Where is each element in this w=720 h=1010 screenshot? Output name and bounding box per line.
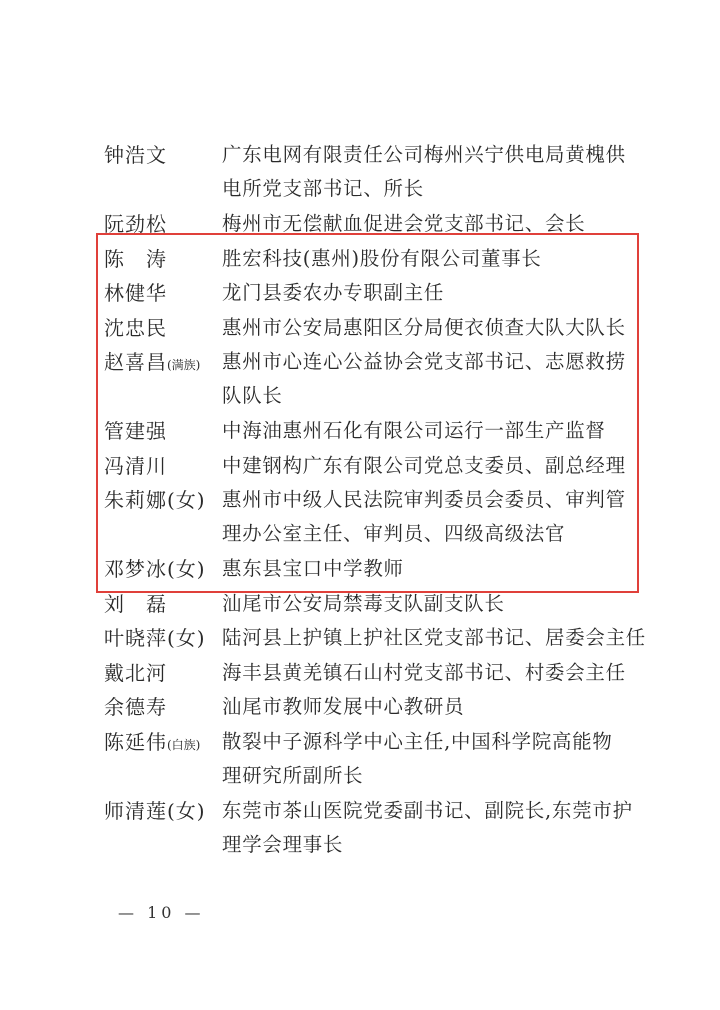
person-role (222, 621, 647, 655)
person-name (104, 621, 206, 655)
role-line: 海丰县黄羌镇石山村党支部书记、村委会主任 (222, 660, 626, 684)
person-role (222, 311, 632, 345)
person-name-text: 叶晓萍(女) (104, 626, 206, 650)
person-name (104, 690, 167, 724)
role-line: 理学会理事长 (222, 832, 344, 856)
person-name (104, 242, 167, 276)
role-line: 理研究所副所长 (222, 763, 364, 787)
person-name-text: 师清莲(女) (104, 798, 206, 823)
person-name (104, 725, 200, 762)
person-role (222, 587, 632, 621)
role-line: 惠东县宝口中学教师 (222, 557, 404, 580)
person-name (104, 656, 167, 690)
person-name-text: 朱莉娜(女) (104, 488, 206, 512)
person-role (222, 276, 632, 310)
role-line: 龙门县委农办专职副主任 (222, 281, 445, 304)
person-name-text: 戴北河 (104, 660, 167, 685)
role-line: 胜宏科技(惠州)股份有限公司董事长 (222, 246, 542, 270)
person-role (222, 725, 632, 793)
person-role (222, 138, 632, 206)
role-line: 散裂中子源科学中心主任,中国科学院高能物 (222, 729, 613, 753)
role-line: 理办公室主任、审判员、四级高级法官 (222, 522, 566, 545)
person-name (104, 276, 167, 310)
role-line: 惠州市公安局惠阳区分局便衣侦查大队大队长 (222, 315, 626, 339)
page-number: — 10 — (118, 903, 205, 922)
person-name-text: 阮劲松 (104, 212, 167, 236)
person-role (222, 207, 632, 241)
person-name-text: 冯清川 (104, 453, 167, 478)
person-role (222, 794, 632, 862)
role-line: 东莞市茶山医院党委副书记、副院长,东莞市护 (222, 798, 633, 822)
person-name (104, 207, 167, 241)
person-role (222, 690, 632, 724)
role-line: 梅州市无偿献血促进会党支部书记、会长 (222, 212, 586, 235)
role-line: 队队长 (222, 384, 283, 407)
person-name (104, 414, 167, 448)
person-name (104, 345, 200, 382)
person-role (222, 345, 632, 413)
person-name (104, 552, 206, 586)
role-line: 中海油惠州石化有限公司运行一部生产监督 (222, 419, 606, 442)
role-line: 中建钢构广东有限公司党总支委员、副总经理 (222, 453, 626, 477)
person-name (104, 483, 206, 517)
person-name-text: 邓梦冰(女) (104, 557, 206, 581)
person-name-text: 钟浩文 (104, 143, 167, 167)
person-role (222, 414, 632, 448)
person-name (104, 449, 167, 483)
person-name-text: 沈忠民 (104, 315, 167, 340)
person-name-text: 陈 涛 (104, 246, 167, 271)
role-line: 汕尾市教师发展中心教研员 (222, 695, 465, 718)
person-name-text: 陈延伟 (104, 729, 167, 754)
ethnicity-note: (满族) (167, 358, 201, 372)
person-role (222, 449, 632, 483)
role-line: 惠州市心连心公益协会党支部书记、志愿救捞 (222, 350, 626, 373)
person-name (104, 138, 167, 172)
person-name-text: 赵喜昌 (104, 350, 167, 374)
role-line: 汕尾市公安局禁毒支队副支队长 (222, 591, 505, 615)
person-name-text: 管建强 (104, 419, 167, 443)
role-line: 陆河县上护镇上护社区党支部书记、居委会主任 (222, 626, 647, 649)
person-role (222, 242, 632, 276)
role-line: 广东电网有限责任公司梅州兴宁供电局黄槐供 (222, 143, 626, 166)
person-name-text: 刘 磊 (104, 591, 167, 616)
person-role (222, 483, 632, 551)
person-role (222, 552, 632, 586)
ethnicity-note: (白族) (167, 737, 201, 752)
person-name (104, 794, 206, 828)
role-line: 电所党支部书记、所长 (222, 177, 424, 200)
person-name (104, 311, 167, 345)
person-name (104, 587, 167, 621)
person-role (222, 656, 632, 690)
person-name-text: 林健华 (104, 281, 167, 305)
person-name-text: 余德寿 (104, 695, 167, 719)
role-line: 惠州市中级人民法院审判委员会委员、审判管 (222, 488, 626, 511)
